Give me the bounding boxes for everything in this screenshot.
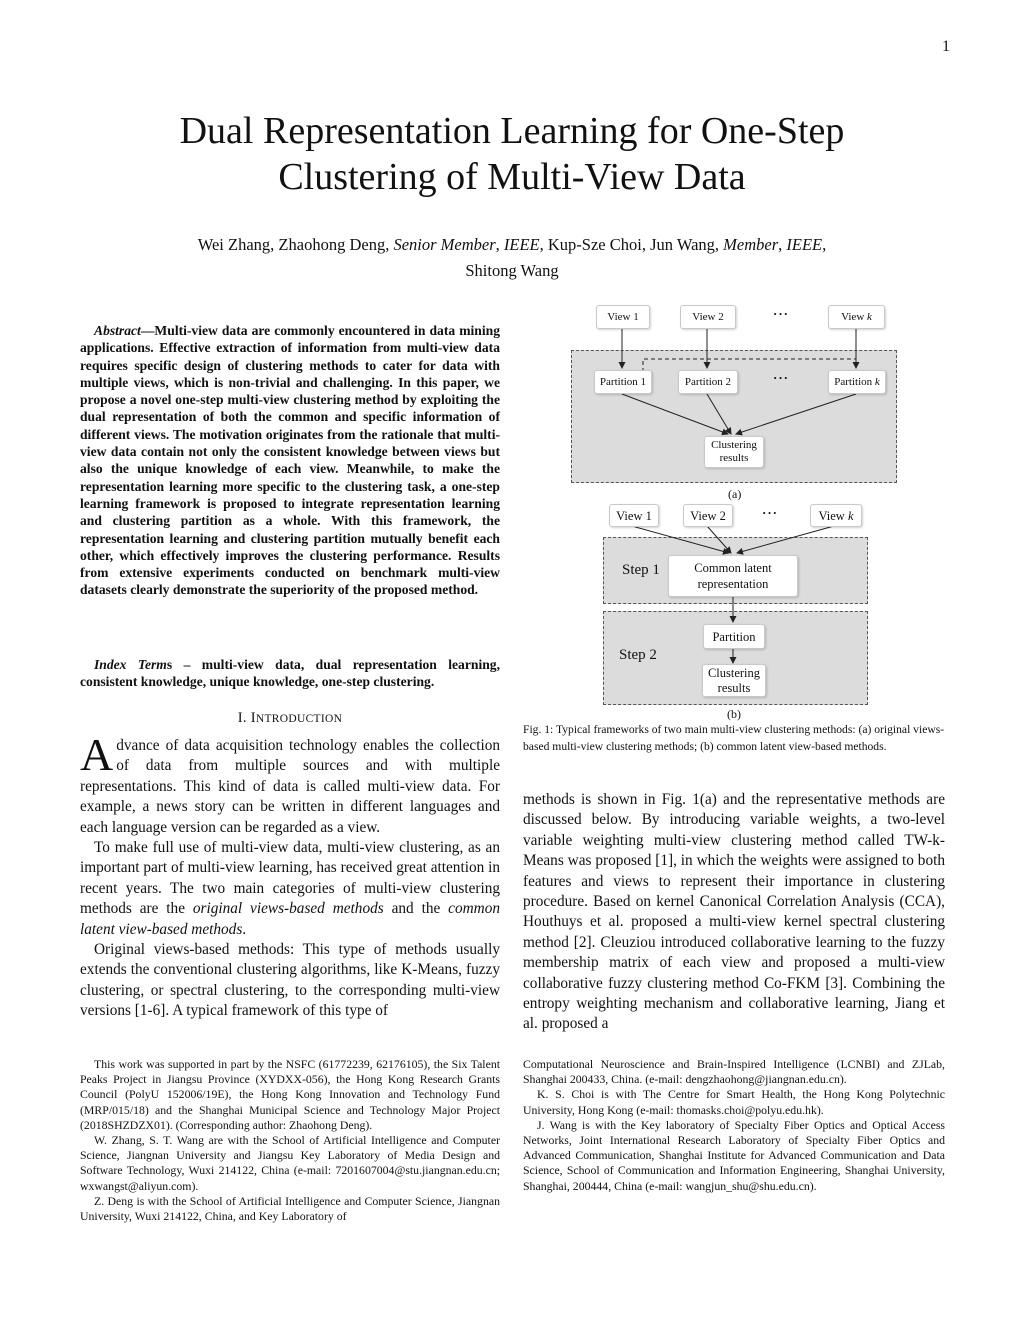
fig-a-view-dots: ··· <box>773 306 790 321</box>
fig-b-step-2-label: Step 2 <box>619 647 657 663</box>
fig-a-view-1: View 1 <box>596 305 650 329</box>
title-line-1: Dual Representation Learning for One-Step <box>179 110 845 152</box>
index-terms: Index Terms – multi-view data, dual representation learning, consistent knowledge, unique knowledge, one-step clustering. <box>80 657 500 690</box>
drop-cap: A <box>80 729 114 780</box>
fig-a-partition-1: Partition 1 <box>594 370 652 394</box>
arrow-b-view2 <box>707 526 731 553</box>
fig-b-view-2: View 2 <box>683 504 733 527</box>
arrow-b-viewk <box>737 526 834 553</box>
index-terms-label: Index Term <box>94 657 167 672</box>
footnotes-left <box>80 1057 500 1224</box>
author-line-1: Wei Zhang, Zhaohong Deng, Senior Member, IEEE, Kup-Sze Choi, Jun Wang, Member, IEEE, <box>197 235 827 254</box>
right-paragraph-1: methods is shown in Fig. 1(a) and the representative methods are discussed below. By introducing variable weights, a two-level variable weighting multi-view clustering method called TW-k-Means was proposed [1], in which the weights were assigned to both features and views to represent their importance in clustering procedure. Based on kernel Canonical Correlation Analysis (CCA), Houthuys et al. proposed a multi-view kernel spectral clustering method [2]. Cleuziou introduced collaborative learning to the fuzzy membership matrix of each view and proposed a multi-view collaborative fuzzy clustering method Co-FKM [3]. Combining the entropy weighting mechanism and collaborative learning, Jiang et al. proposed a <box>523 791 945 1033</box>
fig-b-view-1: View 1 <box>609 504 659 527</box>
abstract: Abstract—Multi-view data are commonly encountered in data mining applications. Effective extraction of information from multi-view data requires specific design of clustering methods to cater for data with multiple views, which is non-trivial and challenging. In this paper, we propose a novel one-step multi-view clustering method by exploiting the dual representation of both the common and specific information of different views. The motivation originates from the rationale that multi-view data contain not only the consistent knowledge between views but also the unique knowledge of each view. Meanwhile, to make the representation learning more specific to the clustering task, a one-step learning framework is proposed to integrate representation learning and clustering partition as a whole. With this framework, the representation learning and clustering partition mutually benefit each other, which effectively improves the clustering performance. Results from extensive experiments conducted on benchmark multi-view datasets clearly demonstrate the superiority of the proposed method. <box>80 323 500 598</box>
footnote-affiliation-zhang-wang: W. Zhang, S. T. Wang are with the School of Artificial Intelligence and Computer Science, Jiangnan University and Jiangsu Key Laboratory of Media Design and Software Technology, Wuxi 214122, China (e-mail: 7201607004@stu.jiangnan.edu.cn; wxwangst@aliyun.com). <box>80 1133 500 1193</box>
fig-a-label: (a) <box>728 487 742 501</box>
fig-b-common-latent-representation: Common latent representation <box>668 555 798 597</box>
footnote-affiliation-jwang: J. Wang is with the Key laboratory of Specialty Fiber Optics and Optical Access Networks, Joint International Research Laboratory of Specialty Fiber Optics and Advanced Communication, Shanghai Institute for Advanced Communication and Data Science, School of Communication and Information Engineering, Shanghai University, Shanghai, 200444, China (e-mail: wangjun_shu@shu.edu.cn). <box>523 1117 945 1193</box>
fig-b-clustering-results: Clustering results <box>702 664 766 697</box>
intro-paragraph-3: Original views-based methods: This type of methods usually extends the conventional clustering algorithms, like K-Means, fuzzy clustering, or spectral clustering, to the corresponding multi-view versions [1-6]. A typical framework of this type of <box>80 941 500 1020</box>
fig-b-view-dots: ··· <box>762 505 779 520</box>
intro-paragraph-2: To make full use of multi-view data, multi-view clustering, as an important part of multi-view learning, has received great attention in recent years. The two main categories of multi-view clustering methods are the original views-based methods and the common latent view-based methods. <box>80 839 501 938</box>
fig-a-clustering-results: Clustering results <box>704 436 764 468</box>
page-number: 1 <box>942 38 950 55</box>
fig-a-view-2: View 2 <box>680 305 736 329</box>
right-column-body <box>523 790 945 1035</box>
abstract-text: Multi-view data are commonly encountered in data mining applications. Effective extraction of information from multi-view data requires specific design of clustering methods to cater for data with multiple views, which is non-trivial and challenging. In this paper, we propose a novel one-step multi-view clustering method by exploiting the dual representation of both the common and specific information of different views. The motivation originates from the rationale that multi-view data contain not only the consistent knowledge between views but also the unique knowledge of each view. Meanwhile, to make the representation learning more specific to the clustering task, a one-step learning framework is proposed to integrate representation learning and clustering partition as a whole. With this framework, the representation learning and clustering partition mutually benefit each other, which effectively improves the clustering performance. Results from extensive experiments conducted on benchmark multi-view datasets clearly demonstrate the superiority of the proposed method. <box>80 323 500 598</box>
footnote-affiliation-deng: Z. Deng is with the School of Artificial Intelligence and Computer Science, Jiangnan University, Wuxi 214122, China, and Key Laboratory of <box>80 1193 500 1224</box>
author-line-2: Shitong Wang <box>465 261 559 280</box>
abstract-label: Abstract <box>94 323 141 338</box>
fig-a-view-k: View k <box>828 305 885 329</box>
fig-b-label: (b) <box>727 707 741 721</box>
introduction-body <box>80 729 501 1022</box>
intro-paragraph-1: Advance of data acquisition technology enables the collection of data from multiple sources and with multiple representations. This kind of data is called multi-view data. For example, a news story can be written in different languages and each language version can be regarded as a view. <box>80 729 500 836</box>
footnote-funding: This work was supported in part by the NSFC (61772239, 62176105), the Six Talent Peaks Project in Jiangsu Province (XYDXX-056), the Hong Kong Research Grants Council (PolyU 152006/19E), the Hong Kong Innovation and Technology Fund (MRP/015/18) and the Shanghai Municipal Science and Technology Major Project (2018SHZDZX01). (Corresponding author: Zhaohong Deng). <box>80 1057 500 1132</box>
fig-b-step-1-label: Step 1 <box>622 562 660 578</box>
footnote-affiliation-choi: K. S. Choi is with The Centre for Smart Health, the Hong Kong Polytechnic University, Hong Kong (e-mail: thomasks.choi@polyu.edu.hk). <box>523 1087 945 1117</box>
figure-1-caption: Fig. 1: Typical frameworks of two main multi-view clustering methods: (a) original views-based multi-view clustering methods; (b) common latent view-based methods. <box>523 723 945 753</box>
index-terms-text: – multi-view data, dual representation learning, consistent knowledge, unique knowledge, one-step clustering. <box>80 657 500 690</box>
footnotes-right <box>523 1057 945 1194</box>
arrow-b-view1 <box>632 526 729 553</box>
fig-a-partition-k: Partition k <box>828 370 886 394</box>
footnote-affiliation-deng-cont: Computational Neuroscience and Brain-Inspired Intelligence (LCNBI) and ZJLab, Shanghai 200433, China. (e-mail: dengzhaohong@jiangnan.edu.cn). <box>523 1057 945 1087</box>
fig-a-partition-2: Partition 2 <box>678 370 738 394</box>
title-line-2: Clustering of Multi-View Data <box>278 156 746 198</box>
section-heading-introduction: I. INTRODUCTION <box>237 710 343 726</box>
fig-a-partition-dots: ··· <box>773 370 790 385</box>
fig-b-view-k: View k <box>810 504 862 527</box>
fig-b-partition: Partition <box>703 624 765 649</box>
